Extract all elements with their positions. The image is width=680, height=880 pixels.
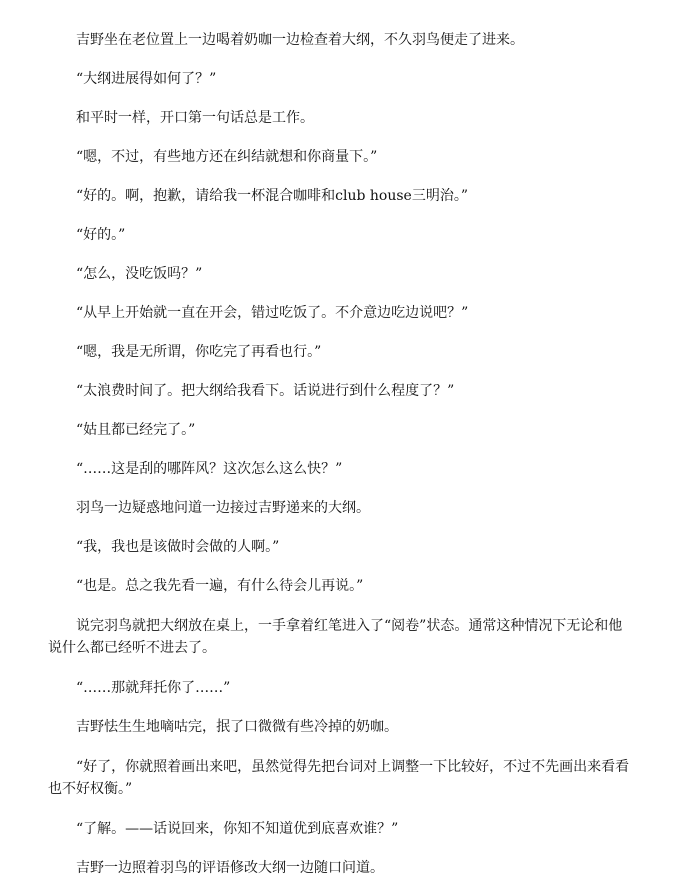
paragraph-5: “好的。啊，抱歉，请给我一杯混合咖啡和club house三明治。” xyxy=(76,188,468,204)
paragraph-16: 说完羽鸟就把大纲放在桌上，一手拿着红笔进入了“阅卷”状态。通常这种情况下无论和他说什么都已经听不进去了。 xyxy=(48,618,623,656)
paragraph-21: 吉野一边照着羽鸟的评语修改大纲一边随口问道。 xyxy=(76,860,384,876)
paragraph-11: “姑且都已经完了。” xyxy=(76,422,196,438)
paragraph-15: “也是。总之我先看一遍，有什么待会儿再说。” xyxy=(76,578,364,594)
paragraph-12: “……这是刮的哪阵风？这次怎么这么快？” xyxy=(76,461,343,477)
paragraph-7: “怎么，没吃饭吗？” xyxy=(76,266,203,282)
paragraph-17: “……那就拜托你了……” xyxy=(76,680,231,696)
paragraph-19: “好了，你就照着画出来吧，虽然觉得先把台词对上调整一下比较好，不过不先画出来看看也不好权衡。” xyxy=(48,759,630,797)
paragraph-10: “太浪费时间了。把大纲给我看下。话说进行到什么程度了？” xyxy=(76,383,455,399)
paragraph-9: “嗯，我是无所谓，你吃完了再看也行。” xyxy=(76,344,322,360)
paragraph-18: 吉野怯生生地嘀咕完，抿了口微微有些冷掉的奶咖。 xyxy=(76,719,398,735)
paragraph-2: “大纲进展得如何了？” xyxy=(76,71,217,87)
paragraph-3: 和平时一样，开口第一句话总是工作。 xyxy=(76,110,314,126)
paragraph-6: “好的。” xyxy=(76,227,126,243)
paragraph-20: “了解。——话说回来，你知不知道优到底喜欢谁？” xyxy=(76,821,399,837)
paragraph-1: 吉野坐在老位置上一边喝着奶咖一边检查着大纲，不久羽鸟便走了进来。 xyxy=(76,32,524,48)
paragraph-4: “嗯，不过，有些地方还在纠结就想和你商量下。” xyxy=(76,149,378,165)
paragraph-8: “从早上开始就一直在开会，错过吃饭了。不介意边吃边说吧？” xyxy=(76,305,469,321)
paragraph-13: 羽鸟一边疑惑地问道一边接过吉野递来的大纲。 xyxy=(76,500,370,516)
paragraph-14: “我，我也是该做时会做的人啊。” xyxy=(76,539,280,555)
